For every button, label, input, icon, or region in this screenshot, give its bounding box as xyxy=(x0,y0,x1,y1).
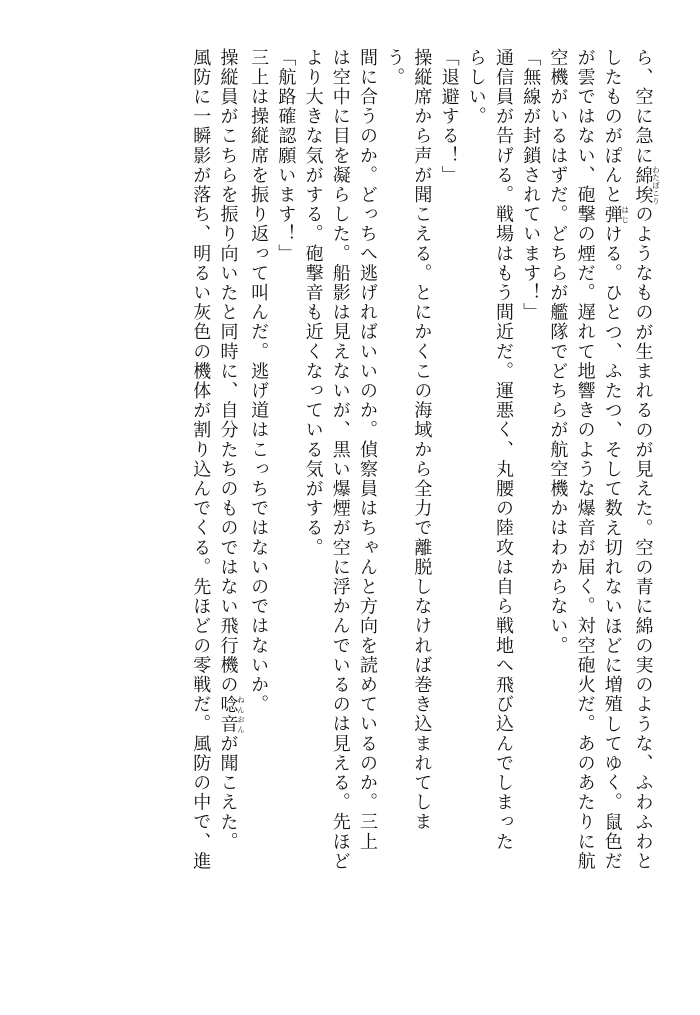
text-line-3: が雲ではない、砲撃の煙だ。遅れて地響きのような爆音が届く。対空砲火だ。あのあたりに航 xyxy=(574,48,596,872)
ruby-hajikeru: 弾はじ xyxy=(601,204,630,225)
text-line-13: より大きな気がする。砲撃音も近くなっている気がする。 xyxy=(302,48,324,558)
text-line-17: 風防に一瞬影が落ち、明るい灰色の機体が割り込んでくる。先ほどの零戦だ。風防の中で、進 xyxy=(190,48,212,872)
text-line-4: 空機がいるはずだ。どちらが艦隊でどちらが航空機かはわからない。 xyxy=(547,48,569,656)
ruby-watabokori: 綿埃わたぼこり xyxy=(632,165,661,205)
text-line-9: 操縦席から声が聞こえる。とにかくこの海域から全力で離脱しなければ巻き込まれてしま xyxy=(411,48,433,832)
dialogue-line-koro: 「航路確認願います！」 xyxy=(275,48,297,264)
text-line-7: らしい。 xyxy=(465,48,487,127)
text-line-11: 間に合うのか。どっちへ逃げればいいのか。偵察員はちゃんと方向を読めているのか。三上 xyxy=(356,48,378,852)
text-line-15: 三上は操縦席を振り返って叫んだ。逃げ道はこっちではないのではないか。 xyxy=(248,48,270,715)
text-line-12: は空中に目を凝らした。船影は見えないが、黒い爆煙が空に浮かんでいるのは見える。先ほど xyxy=(329,48,351,872)
vertical-text-body xyxy=(38,48,660,968)
text-line-10: う。 xyxy=(384,48,406,88)
ruby-nenon: 唸音ねんおん xyxy=(217,694,246,735)
text-line-6: 通信員が告げる。戦場はもう間近だ。運悪く、丸腰の陸攻は自ら戦地へ飛び込んでしまった xyxy=(492,48,514,852)
text-line-2: したものがぽんと弾はじける。ひとつ、ふたつ、そして数え切れないほどに増殖してゆく。鼠色だ xyxy=(601,48,630,872)
dialogue-line-taihi: 「退避する！」 xyxy=(438,48,460,186)
text-line-16: 操縦員がこちらを振り向いたと同時に、自分たちのものではない飛行機の唸音ねんおんが聞こえた。 xyxy=(217,48,246,852)
text-line-1: ら、空に急に綿埃わたぼこりのようなものが生まれるのが見えた。空の青に綿の実のような、ふわふわと xyxy=(632,48,661,872)
dialogue-line-musen: 「無線が封鎖されています！」 xyxy=(520,48,542,323)
